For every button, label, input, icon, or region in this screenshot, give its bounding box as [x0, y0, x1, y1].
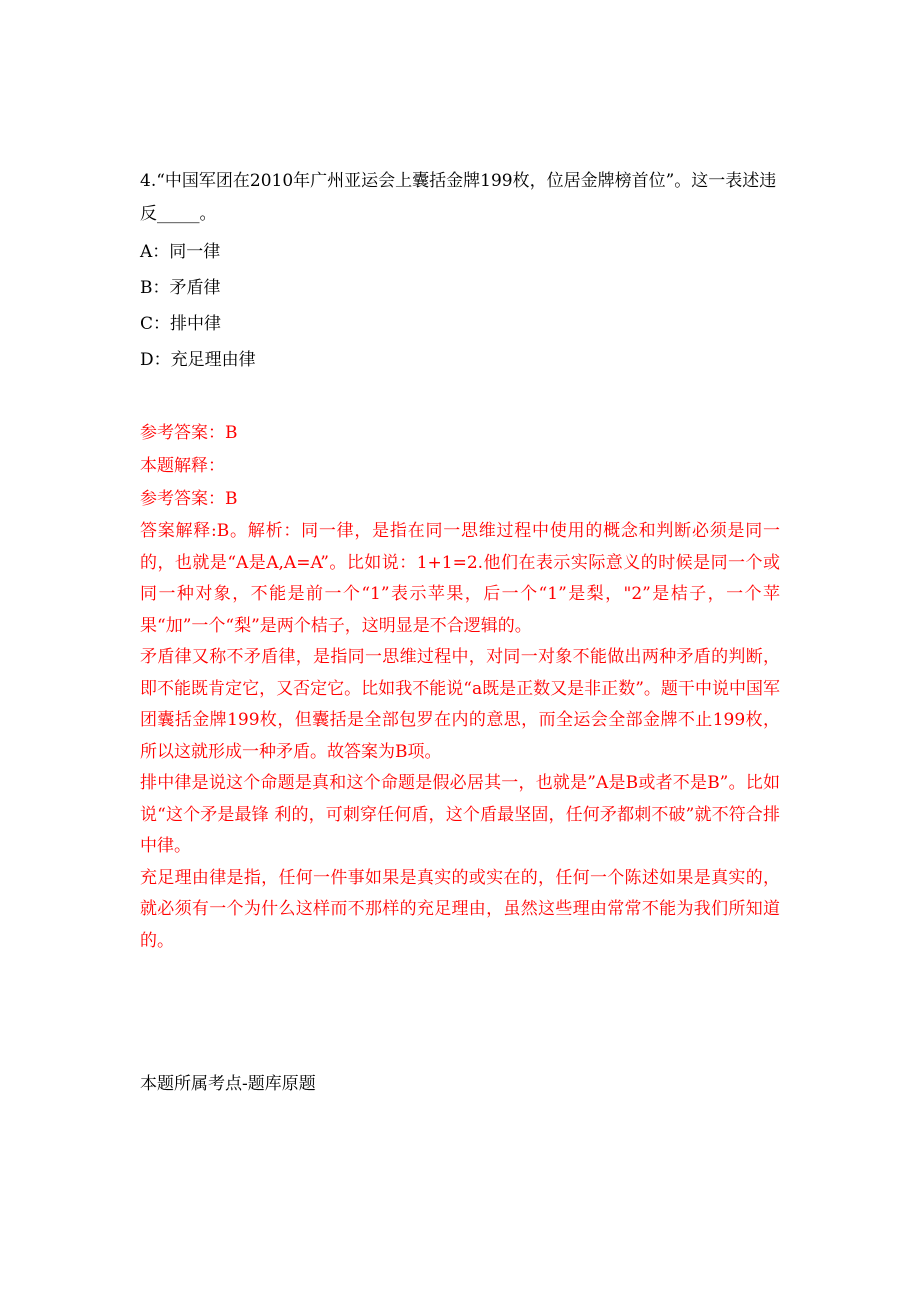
option-list [140, 234, 780, 378]
explanation-excluded-middle-law: 排中律是说这个命题是真和这个命题是假必居其一，也就是”A是B或者不是B”。比如说“这个矛是最锋 利的，可刺穿任何盾，这个盾最坚固，任何矛都刺不破”就不符合排中律。 [140, 773, 780, 856]
explanation-contradiction-law: 矛盾律又称不矛盾律，是指同一思维过程中，对同一对象不能做出两种矛盾的判断，即不能既肯定它，又否定它。比如我不能说“a既是正数又是非正数”。题干中说中国军团囊括金牌199枚，但囊括是全部包罗在内的意思，而全运会全部金牌不止199枚，所以这就形成一种矛盾。故答案为B项。 [140, 647, 780, 762]
option-a: A：同一律 [140, 242, 221, 262]
reference-answer-repeat: 参考答案：B [140, 489, 238, 509]
option-label: B [140, 278, 153, 298]
option-d: D：充足理由律 [140, 350, 256, 370]
explanation-identity-law: 答案解释:B。解析：同一律，是指在同一思维过程中使用的概念和判断必须是同一的，也就是“A是A,A=A”。比如说：1+1=2.他们在表示实际意义的时候是同一个或同一种对象，不能是前一个“1”表示苹果，后一个“1”是梨，"2”是桔子，一个苹果“加”一个“梨”是两个桔子，这明显是不合逻辑的。 [140, 521, 780, 636]
option-c: C：排中律 [140, 314, 222, 334]
option-text: 同一律 [169, 242, 221, 262]
option-text: 充足理由律 [170, 350, 256, 370]
option-b: B：矛盾律 [140, 278, 221, 298]
option-label: A [140, 242, 153, 262]
explanation-sufficient-reason-law: 充足理由律是指，任何一件事如果是真实的或实在的，任何一个陈述如果是真实的，就必须有一个为什么这样而不那样的充足理由，虽然这些理由常常不能为我们所知道的。 [140, 867, 780, 951]
option-label: D [140, 350, 154, 370]
question-text: 4.“中国军团在2010年广州亚运会上囊括金牌199枚，位居金牌榜首位”。这一表述违反_____。 [140, 171, 777, 224]
option-label: C [140, 314, 154, 334]
answer-section [140, 417, 780, 957]
reference-answer: 参考答案：B [140, 423, 238, 443]
topic-footer: 本题所属考点-题库原题 [140, 1074, 316, 1094]
option-text: 矛盾律 [169, 278, 221, 298]
explanation-title: 本题解释： [140, 456, 225, 476]
option-text: 排中律 [170, 314, 222, 334]
